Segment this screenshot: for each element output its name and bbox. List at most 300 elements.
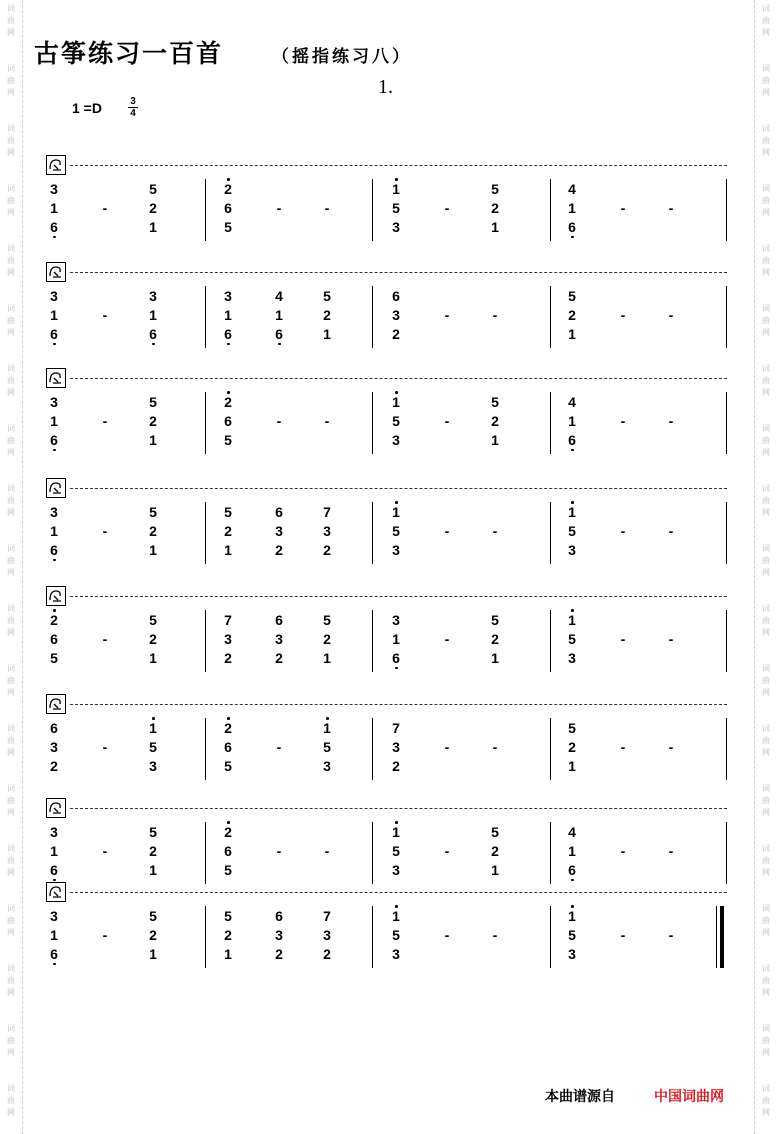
barline (205, 718, 206, 780)
note: 2 (224, 650, 232, 666)
watermark-glyph: 词 (762, 844, 770, 853)
note: 1 (390, 394, 402, 410)
note: 6 (392, 288, 400, 304)
extension-dash: - (492, 307, 498, 323)
note: 3 (568, 542, 576, 558)
watermark-glyph: 词 (7, 784, 15, 793)
barline (726, 286, 727, 348)
barline (205, 392, 206, 454)
barline (550, 822, 551, 884)
watermark-glyph: 网 (762, 568, 770, 577)
barline (550, 718, 551, 780)
watermark-glyph: 词 (7, 4, 15, 13)
note: 6 (147, 326, 159, 342)
watermark-glyph: 网 (7, 688, 15, 697)
note: 1 (491, 432, 499, 448)
note: 6 (50, 631, 58, 647)
watermark-glyph: 网 (762, 208, 770, 217)
extension-dash: - (102, 927, 108, 943)
note: 3 (568, 650, 576, 666)
note: 5 (491, 612, 499, 628)
watermark-glyph: 网 (762, 988, 770, 997)
watermark-glyph: 词 (7, 64, 15, 73)
watermark-glyph: 曲 (762, 556, 770, 565)
extension-dash: - (324, 200, 330, 216)
note: 1 (491, 650, 499, 666)
note: 2 (149, 927, 157, 943)
final-barline (720, 906, 724, 968)
note: 1 (275, 307, 283, 323)
note: 5 (568, 288, 576, 304)
extension-dash: - (620, 523, 626, 539)
note: 6 (224, 200, 232, 216)
note: 7 (392, 720, 400, 736)
watermark-glyph: 网 (7, 148, 15, 157)
note: 5 (149, 908, 157, 924)
extension-dash: - (276, 739, 282, 755)
watermark-glyph: 曲 (7, 376, 15, 385)
note: 1 (566, 612, 578, 628)
watermark-glyph: 曲 (762, 1036, 770, 1045)
extension-dash: - (444, 307, 450, 323)
note: 2 (149, 200, 157, 216)
barline (205, 610, 206, 672)
note: 3 (50, 739, 58, 755)
watermark-glyph: 词 (762, 604, 770, 613)
note: 5 (323, 612, 331, 628)
barline (205, 502, 206, 564)
note: 5 (392, 927, 400, 943)
tremolo-dashed-line (70, 892, 727, 893)
watermark-glyph: 词 (762, 184, 770, 193)
note: 5 (323, 739, 331, 755)
note: 4 (568, 394, 576, 410)
note: 2 (491, 843, 499, 859)
barline (372, 179, 373, 241)
note: 2 (50, 758, 58, 774)
watermark-glyph: 词 (7, 1024, 15, 1033)
watermark-glyph: 词 (762, 124, 770, 133)
note: 6 (275, 908, 283, 924)
note: 3 (275, 523, 283, 539)
watermark-glyph: 词 (7, 664, 15, 673)
note: 1 (390, 824, 402, 840)
watermark-glyph: 网 (762, 268, 770, 277)
note: 5 (50, 650, 58, 666)
score-system (0, 368, 777, 478)
note: 4 (568, 824, 576, 840)
note: 5 (224, 758, 232, 774)
note: 3 (50, 394, 58, 410)
note: 3 (50, 908, 58, 924)
note: 2 (222, 394, 234, 410)
watermark-glyph: 网 (762, 508, 770, 517)
note: 3 (50, 504, 58, 520)
page-subtitle: （摇指练习八） (272, 47, 412, 67)
watermark-glyph: 曲 (7, 76, 15, 85)
note: 2 (149, 523, 157, 539)
note: 6 (566, 862, 578, 878)
watermark-glyph: 网 (762, 1048, 770, 1057)
note: 1 (566, 504, 578, 520)
score-system (0, 478, 777, 588)
note: 1 (390, 181, 402, 197)
barline (372, 610, 373, 672)
note: 1 (149, 946, 157, 962)
tremolo-technique-icon (46, 262, 66, 282)
note: 1 (50, 200, 58, 216)
note: 1 (149, 862, 157, 878)
note: 1 (568, 413, 576, 429)
extension-dash: - (444, 843, 450, 859)
watermark-glyph: 网 (762, 748, 770, 757)
tremolo-dashed-line (70, 596, 727, 597)
watermark-glyph: 网 (7, 568, 15, 577)
watermark-glyph: 网 (7, 388, 15, 397)
note: 6 (48, 432, 60, 448)
extension-dash: - (668, 631, 674, 647)
note: 2 (275, 946, 283, 962)
watermark-glyph: 曲 (7, 616, 15, 625)
note: 5 (568, 631, 576, 647)
extension-dash: - (444, 523, 450, 539)
extension-dash: - (668, 739, 674, 755)
note: 1 (566, 908, 578, 924)
note: 5 (392, 413, 400, 429)
note: 6 (275, 612, 283, 628)
watermark-glyph: 网 (762, 28, 770, 37)
tremolo-dashed-line (70, 704, 727, 705)
barline (550, 906, 551, 968)
note: 2 (392, 326, 400, 342)
note: 3 (392, 946, 400, 962)
extension-dash: - (102, 739, 108, 755)
watermark-glyph: 网 (7, 328, 15, 337)
note: 1 (50, 927, 58, 943)
watermark-glyph: 词 (762, 904, 770, 913)
footer-site-link[interactable]: 中国词曲网 (654, 1089, 724, 1105)
note: 5 (392, 523, 400, 539)
note: 5 (149, 739, 157, 755)
note: 3 (392, 542, 400, 558)
note: 7 (323, 908, 331, 924)
watermark-glyph: 曲 (7, 316, 15, 325)
watermark-glyph: 网 (7, 808, 15, 817)
extension-dash: - (444, 200, 450, 216)
extension-dash: - (102, 200, 108, 216)
footer-source-label: 本曲谱源自 (545, 1089, 615, 1105)
tremolo-dashed-line (70, 488, 727, 489)
barline (726, 610, 727, 672)
note: 6 (48, 326, 60, 342)
note: 5 (149, 504, 157, 520)
note: 6 (48, 219, 60, 235)
note: 3 (323, 758, 331, 774)
note: 6 (48, 946, 60, 962)
extension-dash: - (492, 523, 498, 539)
note: 3 (323, 523, 331, 539)
note: 5 (568, 523, 576, 539)
extension-dash: - (102, 843, 108, 859)
watermark-glyph: 网 (7, 1108, 15, 1117)
extension-dash: - (668, 200, 674, 216)
extension-dash: - (324, 413, 330, 429)
watermark-glyph: 网 (762, 388, 770, 397)
watermark-glyph: 词 (7, 484, 15, 493)
watermark-glyph: 曲 (762, 316, 770, 325)
watermark-glyph: 曲 (7, 496, 15, 505)
watermark-glyph: 曲 (762, 16, 770, 25)
watermark-glyph: 曲 (7, 796, 15, 805)
watermark-glyph: 词 (7, 184, 15, 193)
note: 3 (392, 219, 400, 235)
barline (726, 718, 727, 780)
note: 2 (149, 413, 157, 429)
watermark-glyph: 词 (762, 364, 770, 373)
note: 1 (149, 432, 157, 448)
tremolo-dashed-line (70, 808, 727, 809)
note: 6 (224, 843, 232, 859)
barline (372, 718, 373, 780)
note: 3 (50, 181, 58, 197)
note: 1 (149, 542, 157, 558)
barline (205, 179, 206, 241)
barline (550, 502, 551, 564)
tremolo-technique-icon (46, 368, 66, 388)
note: 6 (566, 219, 578, 235)
extension-dash: - (668, 843, 674, 859)
extension-dash: - (668, 523, 674, 539)
barline (550, 610, 551, 672)
note: 2 (568, 739, 576, 755)
extension-dash: - (620, 307, 626, 323)
watermark-glyph: 词 (762, 784, 770, 793)
note: 5 (149, 394, 157, 410)
note: 1 (50, 523, 58, 539)
note: 2 (491, 631, 499, 647)
watermark-glyph: 曲 (7, 1036, 15, 1045)
note: 6 (48, 542, 60, 558)
extension-dash: - (620, 200, 626, 216)
note: 1 (323, 326, 331, 342)
barline (372, 392, 373, 454)
note: 1 (224, 542, 232, 558)
watermark-glyph: 曲 (762, 436, 770, 445)
note: 1 (390, 908, 402, 924)
extension-dash: - (102, 307, 108, 323)
extension-dash: - (324, 843, 330, 859)
watermark-glyph: 曲 (7, 436, 15, 445)
note: 5 (224, 432, 232, 448)
barline (726, 179, 727, 241)
note: 5 (491, 394, 499, 410)
note: 2 (491, 200, 499, 216)
note: 1 (149, 307, 157, 323)
note: 5 (568, 927, 576, 943)
tremolo-technique-icon (46, 155, 66, 175)
tremolo-dashed-line (70, 165, 727, 166)
note: 5 (224, 504, 232, 520)
note: 1 (224, 307, 232, 323)
note: 5 (224, 862, 232, 878)
note: 3 (392, 432, 400, 448)
note: 2 (275, 650, 283, 666)
watermark-glyph: 曲 (762, 376, 770, 385)
watermark-glyph: 曲 (762, 76, 770, 85)
note: 1 (568, 758, 576, 774)
note: 7 (323, 504, 331, 520)
extension-dash: - (668, 413, 674, 429)
extension-dash: - (444, 631, 450, 647)
note: 6 (566, 432, 578, 448)
note: 5 (491, 824, 499, 840)
barline (726, 502, 727, 564)
barline (726, 392, 727, 454)
watermark-glyph: 网 (762, 808, 770, 817)
piece-number: 1. (378, 76, 393, 98)
score-system (0, 262, 777, 372)
extension-dash: - (276, 413, 282, 429)
watermark-glyph: 网 (762, 928, 770, 937)
note: 2 (568, 307, 576, 323)
note: 1 (149, 650, 157, 666)
watermark-glyph: 词 (7, 304, 15, 313)
key-signature: 1 =D (72, 100, 102, 116)
extension-dash: - (444, 413, 450, 429)
time-signature-top: 3 (130, 96, 136, 107)
watermark-glyph: 曲 (762, 1096, 770, 1105)
extension-dash: - (102, 631, 108, 647)
watermark-glyph: 曲 (7, 136, 15, 145)
final-barline-thin (716, 906, 717, 968)
note: 3 (275, 631, 283, 647)
note: 5 (224, 908, 232, 924)
note: 3 (392, 739, 400, 755)
extension-dash: - (492, 739, 498, 755)
extension-dash: - (620, 631, 626, 647)
score-system (0, 882, 777, 992)
extension-dash: - (620, 843, 626, 859)
note: 5 (149, 824, 157, 840)
watermark-glyph: 词 (762, 484, 770, 493)
note: 3 (224, 631, 232, 647)
note: 1 (568, 843, 576, 859)
watermark-glyph: 曲 (762, 256, 770, 265)
note: 6 (224, 413, 232, 429)
watermark-glyph: 网 (762, 148, 770, 157)
extension-dash: - (668, 307, 674, 323)
note: 4 (275, 288, 283, 304)
watermark-glyph: 曲 (7, 856, 15, 865)
note: 2 (222, 824, 234, 840)
note: 3 (50, 288, 58, 304)
watermark-glyph: 词 (762, 4, 770, 13)
note: 2 (323, 542, 331, 558)
note: 2 (323, 307, 331, 323)
note: 3 (275, 927, 283, 943)
note: 6 (390, 650, 402, 666)
extension-dash: - (620, 413, 626, 429)
note: 5 (224, 219, 232, 235)
watermark-glyph: 网 (7, 988, 15, 997)
watermark-glyph: 词 (762, 1084, 770, 1093)
watermark-glyph: 词 (762, 1024, 770, 1033)
watermark-glyph: 曲 (7, 736, 15, 745)
score-system (0, 586, 777, 696)
barline (372, 906, 373, 968)
note: 2 (323, 631, 331, 647)
note: 1 (390, 504, 402, 520)
watermark-glyph: 网 (7, 628, 15, 637)
barline (726, 822, 727, 884)
watermark-glyph: 曲 (762, 856, 770, 865)
note: 3 (224, 288, 232, 304)
watermark-glyph: 网 (762, 448, 770, 457)
extension-dash: - (102, 413, 108, 429)
watermark-glyph: 曲 (7, 1096, 15, 1105)
barline (372, 822, 373, 884)
tremolo-technique-icon (46, 694, 66, 714)
extension-dash: - (102, 523, 108, 539)
extension-dash: - (620, 927, 626, 943)
watermark-glyph: 网 (762, 1108, 770, 1117)
time-signature (128, 96, 138, 119)
note: 2 (149, 631, 157, 647)
note: 3 (568, 946, 576, 962)
note: 1 (147, 720, 159, 736)
watermark-glyph: 曲 (762, 736, 770, 745)
extension-dash: - (492, 927, 498, 943)
watermark-glyph: 网 (7, 928, 15, 937)
watermark-glyph: 网 (7, 448, 15, 457)
watermark-glyph: 词 (762, 724, 770, 733)
watermark-glyph: 网 (7, 88, 15, 97)
watermark-glyph: 网 (762, 628, 770, 637)
watermark-glyph: 曲 (7, 16, 15, 25)
barline (550, 179, 551, 241)
watermark-glyph: 词 (7, 964, 15, 973)
watermark-glyph: 网 (7, 868, 15, 877)
note: 1 (50, 307, 58, 323)
note: 3 (392, 612, 400, 628)
watermark-glyph: 曲 (762, 676, 770, 685)
watermark-glyph: 词 (762, 424, 770, 433)
note: 5 (392, 843, 400, 859)
watermark-glyph: 网 (762, 88, 770, 97)
note: 2 (323, 946, 331, 962)
barline (205, 906, 206, 968)
watermark-glyph: 网 (7, 208, 15, 217)
note: 6 (275, 504, 283, 520)
watermark-glyph: 词 (7, 424, 15, 433)
note: 2 (222, 181, 234, 197)
watermark-glyph: 曲 (762, 916, 770, 925)
note: 3 (392, 307, 400, 323)
note: 6 (48, 862, 60, 878)
extension-dash: - (444, 927, 450, 943)
watermark-glyph: 曲 (7, 196, 15, 205)
watermark-glyph: 词 (762, 544, 770, 553)
watermark-glyph: 词 (7, 1084, 15, 1093)
note: 2 (224, 927, 232, 943)
watermark-glyph: 词 (7, 364, 15, 373)
extension-dash: - (620, 739, 626, 755)
note: 1 (491, 862, 499, 878)
barline (205, 822, 206, 884)
watermark-glyph: 词 (7, 544, 15, 553)
barline (550, 392, 551, 454)
watermark-glyph: 网 (7, 1048, 15, 1057)
